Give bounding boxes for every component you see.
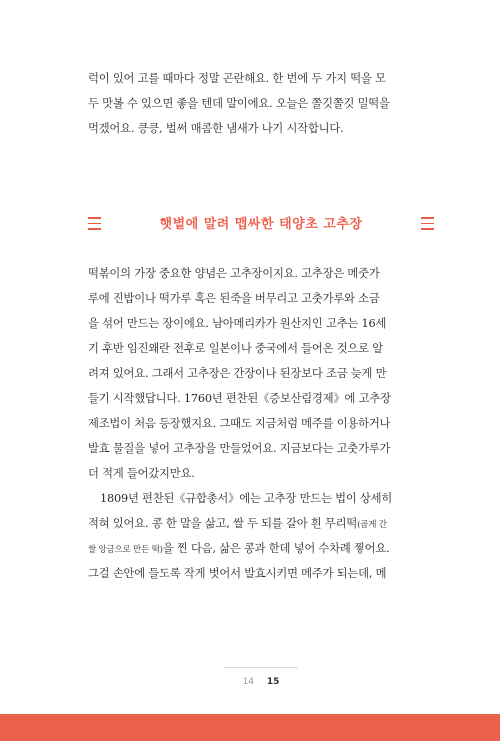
text-line: 발효 물질을 넣어 고추장을 만들었어요. 지금보다는 고춧가루가 (88, 442, 391, 455)
text-line: 그걸 손안에 들도록 작게 벗어서 발효시키면 메주가 되는데, 메 (88, 567, 387, 580)
text-line: 들기 시작했답니다. 1760년 편찬된《증보산림경제》에 고추장 (88, 392, 391, 405)
text-line: 먹겠어요. 킁킁, 벌써 매콤한 냄새가 나기 시작합니다. (88, 122, 344, 135)
text-line: 1809년 편찬된《규합총서》에는 고추장 만드는 법이 상세히 (100, 492, 393, 505)
section-heading-row (88, 213, 434, 237)
page-number-left: 14 (242, 677, 255, 687)
heading-decoration-right-icon (421, 217, 434, 230)
text-line: 떡볶이의 가장 중요한 양념은 고추장이지요. 고추장은 메줏가 (88, 267, 380, 280)
text-segment: 을 찐 다음, 삶은 콩과 한데 넣어 수차례 찧어요. (162, 542, 390, 555)
text-line: 기 후반 임진왜란 전후로 일본이나 중국에서 들어온 것으로 알 (88, 342, 383, 355)
text-line: 루에 진밥이나 떡가루 혹은 된죽을 버무리고 고춧가루와 소금 (88, 292, 380, 305)
footer-divider (224, 667, 298, 668)
page-number-right: 15 (266, 677, 280, 687)
section-heading: 햇볕에 말려 맵싸한 태양초 고추장 (159, 217, 363, 232)
annotation: 쌀 앙금으로 만든 떡 (88, 545, 160, 555)
annotation-close: ) (159, 545, 163, 555)
text-segment: 적혀 있어요. 콩 한 말을 삶고, 쌀 두 되를 갈아 흰 무리떡 (88, 517, 358, 530)
text-line: 더 적게 들어갔지만요. (88, 467, 195, 480)
page-numbers (224, 677, 298, 687)
text-line-with-annotation (88, 536, 434, 561)
text-line-with-annotation (88, 511, 434, 536)
text-line: 두 맛볼 수 있으면 좋을 텐데 말이에요. 오늘은 쫄깃쫄깃 밀떡을 (88, 97, 390, 110)
body-text (88, 261, 434, 586)
bottom-color-band (0, 714, 500, 741)
text-line: 을 섞어 만드는 장이에요. 남아메리카가 원산지인 고추는 16세 (88, 317, 387, 330)
text-line: 제조법이 처음 등장했지요. 그때도 지금처럼 메주를 이용하거나 (88, 417, 391, 430)
paragraph-continued (88, 66, 434, 141)
text-line: 럭이 있어 고를 때마다 정말 곤란해요. 한 번에 두 가지 떡을 모 (88, 72, 386, 85)
text-line: 려져 있어요. 그래서 고추장은 간장이나 된장보다 조금 늦게 만 (88, 367, 387, 380)
annotation: (곱게 간 (357, 520, 387, 530)
